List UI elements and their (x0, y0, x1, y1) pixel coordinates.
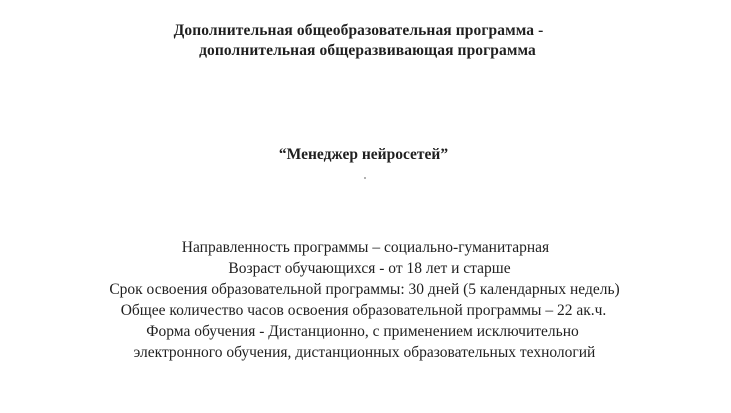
scan-speck (364, 177, 366, 179)
program-duration: Срок освоения образовательной программы: 30 дней (5 календарных недель) (109, 281, 620, 298)
student-age: Возраст обучающихся - от 18 лет и старше (228, 260, 511, 277)
program-type-line-1: Дополнительная общеобразовательная программа - (173, 22, 544, 39)
study-form-line-2: электронного обучения, дистанционных образовательных технологий (133, 344, 596, 361)
total-hours: Общее количество часов освоения образовательной программы – 22 ак.ч. (120, 302, 607, 319)
study-form-line-1: Форма обучения - Дистанционно, с применением исключительно (146, 323, 579, 340)
program-title: “Менеджер нейросетей” (278, 146, 449, 163)
program-direction: Направленность программы – социально-гуманитарная (181, 239, 550, 256)
program-type-line-2: дополнительная общеразвивающая программа (199, 42, 536, 59)
